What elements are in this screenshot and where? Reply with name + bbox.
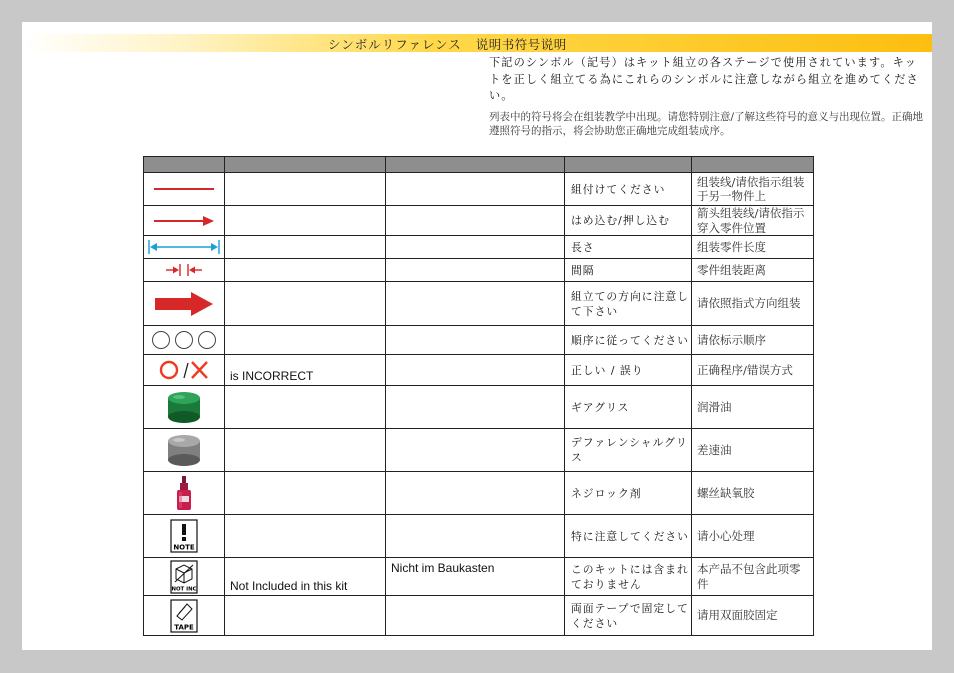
chinese-cell: 润滑油	[692, 386, 814, 429]
english-cell	[225, 596, 386, 636]
japanese-cell: 正しい / 誤り	[565, 355, 692, 386]
symbol-cell	[144, 236, 225, 259]
japanese-cell: デファレンシャルグリス	[565, 429, 692, 472]
chinese-cell: 螺丝缺氧胶	[692, 472, 814, 515]
symbol-cell	[144, 472, 225, 515]
intro-chinese: 列表中的符号将会在组装教学中出现。请您特别注意/了解这些符号的意义与出现位置。正确地遵照符号的指示，将会协助您正确地完成组装成序。	[489, 111, 924, 137]
header-cell	[386, 157, 565, 173]
symbol-cell	[144, 558, 225, 596]
chinese-cell: 请小心处理	[692, 515, 814, 558]
chinese-cell: 请用双面胶固定	[692, 596, 814, 636]
chinese-cell: 请依照指式方向组装	[692, 282, 814, 326]
japanese-cell: 組付けてください	[565, 173, 692, 206]
thread-lock-icon	[144, 474, 224, 512]
table-row	[144, 236, 814, 259]
symbol-cell	[144, 206, 225, 236]
german-cell	[386, 326, 565, 355]
red-line-icon	[144, 184, 224, 194]
german-cell	[386, 596, 565, 636]
red-arrow-line-icon	[144, 215, 224, 227]
chinese-cell: 正确程序/错误方式	[692, 355, 814, 386]
intro-japanese: 下記のシンボル（記号）はキット組立の各ステージで使用されています。キットを正しく組立てる為にこれらのシンボルに注意しながら組立を進めてください。	[489, 56, 919, 102]
table-row	[144, 429, 814, 472]
symbol-cell	[144, 355, 225, 386]
manual-page	[22, 22, 932, 650]
chinese-cell: 本产品不包含此项零件	[692, 558, 814, 596]
table-body	[144, 173, 814, 636]
order-circles-icon	[144, 329, 224, 351]
chinese-cell: 组装线/请依指示组装于另一物件上	[692, 173, 814, 206]
svg-text:TAPE: TAPE	[174, 623, 194, 631]
english-cell	[225, 326, 386, 355]
japanese-cell: 両面テープで固定してください	[565, 596, 692, 636]
length-arrow-icon	[144, 239, 224, 255]
english-cell	[225, 282, 386, 326]
german-cell	[386, 282, 565, 326]
chinese-cell: 差速油	[692, 429, 814, 472]
interval-arrows-icon	[144, 263, 224, 277]
english-cell: is INCORRECT	[225, 355, 386, 386]
symbol-cell	[144, 515, 225, 558]
english-cell	[225, 429, 386, 472]
symbol-cell	[144, 259, 225, 282]
japanese-cell: ギアグリス	[565, 386, 692, 429]
japanese-cell: ネジロック剤	[565, 472, 692, 515]
note-icon	[144, 519, 224, 553]
tape-icon	[144, 599, 224, 633]
symbol-table	[143, 156, 814, 636]
english-cell	[225, 236, 386, 259]
german-cell	[386, 429, 565, 472]
diff-oil-icon	[144, 432, 224, 468]
table-row	[144, 386, 814, 429]
japanese-cell: 間隔	[565, 259, 692, 282]
title-cn: 说明书符号说明	[475, 37, 567, 52]
german-cell	[386, 355, 565, 386]
chinese-cell: 请依标示顺序	[692, 326, 814, 355]
english-cell: Not Included in this kit	[225, 558, 386, 596]
table-row	[144, 282, 814, 326]
grease-icon	[144, 389, 224, 425]
chinese-cell: 零件组装距离	[692, 259, 814, 282]
table-header-row	[144, 157, 814, 173]
header-cell	[225, 157, 386, 173]
table-row	[144, 472, 814, 515]
chinese-cell: 组装零件长度	[692, 236, 814, 259]
symbol-cell	[144, 326, 225, 355]
table-row	[144, 558, 814, 596]
table-row	[144, 596, 814, 636]
header-banner	[22, 34, 932, 52]
english-cell	[225, 206, 386, 236]
table-row	[144, 206, 814, 236]
german-cell	[386, 173, 565, 206]
page-title	[328, 35, 567, 53]
table-row	[144, 326, 814, 355]
japanese-cell: 順序に従ってください	[565, 326, 692, 355]
table-row	[144, 259, 814, 282]
german-cell	[386, 206, 565, 236]
japanese-cell: このキットには含まれておりません	[565, 558, 692, 596]
japanese-cell: はめ込む/押し込む	[565, 206, 692, 236]
english-cell	[225, 386, 386, 429]
german-cell	[386, 472, 565, 515]
not-included-icon	[144, 560, 224, 594]
english-cell	[225, 259, 386, 282]
german-cell: Nicht im Baukasten	[386, 558, 565, 596]
japanese-cell: 特に注意してください	[565, 515, 692, 558]
table-row	[144, 515, 814, 558]
table-row	[144, 173, 814, 206]
header-cell	[565, 157, 692, 173]
german-cell	[386, 515, 565, 558]
symbol-cell	[144, 386, 225, 429]
german-cell	[386, 259, 565, 282]
english-cell	[225, 515, 386, 558]
symbol-cell	[144, 282, 225, 326]
japanese-cell: 組立ての方向に注意して下さい	[565, 282, 692, 326]
english-cell	[225, 472, 386, 515]
svg-text:NOTE: NOTE	[173, 543, 195, 552]
symbol-cell	[144, 173, 225, 206]
title-jp: シンボルリファレンス	[328, 37, 462, 52]
symbol-cell	[144, 429, 225, 472]
german-cell	[386, 386, 565, 429]
german-cell	[386, 236, 565, 259]
japanese-cell: 長さ	[565, 236, 692, 259]
chinese-cell: 箭头组装线/请依指示穿入零件位置	[692, 206, 814, 236]
english-cell	[225, 173, 386, 206]
direction-arrow-icon	[144, 291, 224, 317]
symbol-cell	[144, 596, 225, 636]
svg-text:NOT INC: NOT INC	[171, 586, 197, 592]
header-cell	[692, 157, 814, 173]
header-cell	[144, 157, 225, 173]
correct-incorrect-icon	[144, 358, 224, 382]
table-row	[144, 355, 814, 386]
